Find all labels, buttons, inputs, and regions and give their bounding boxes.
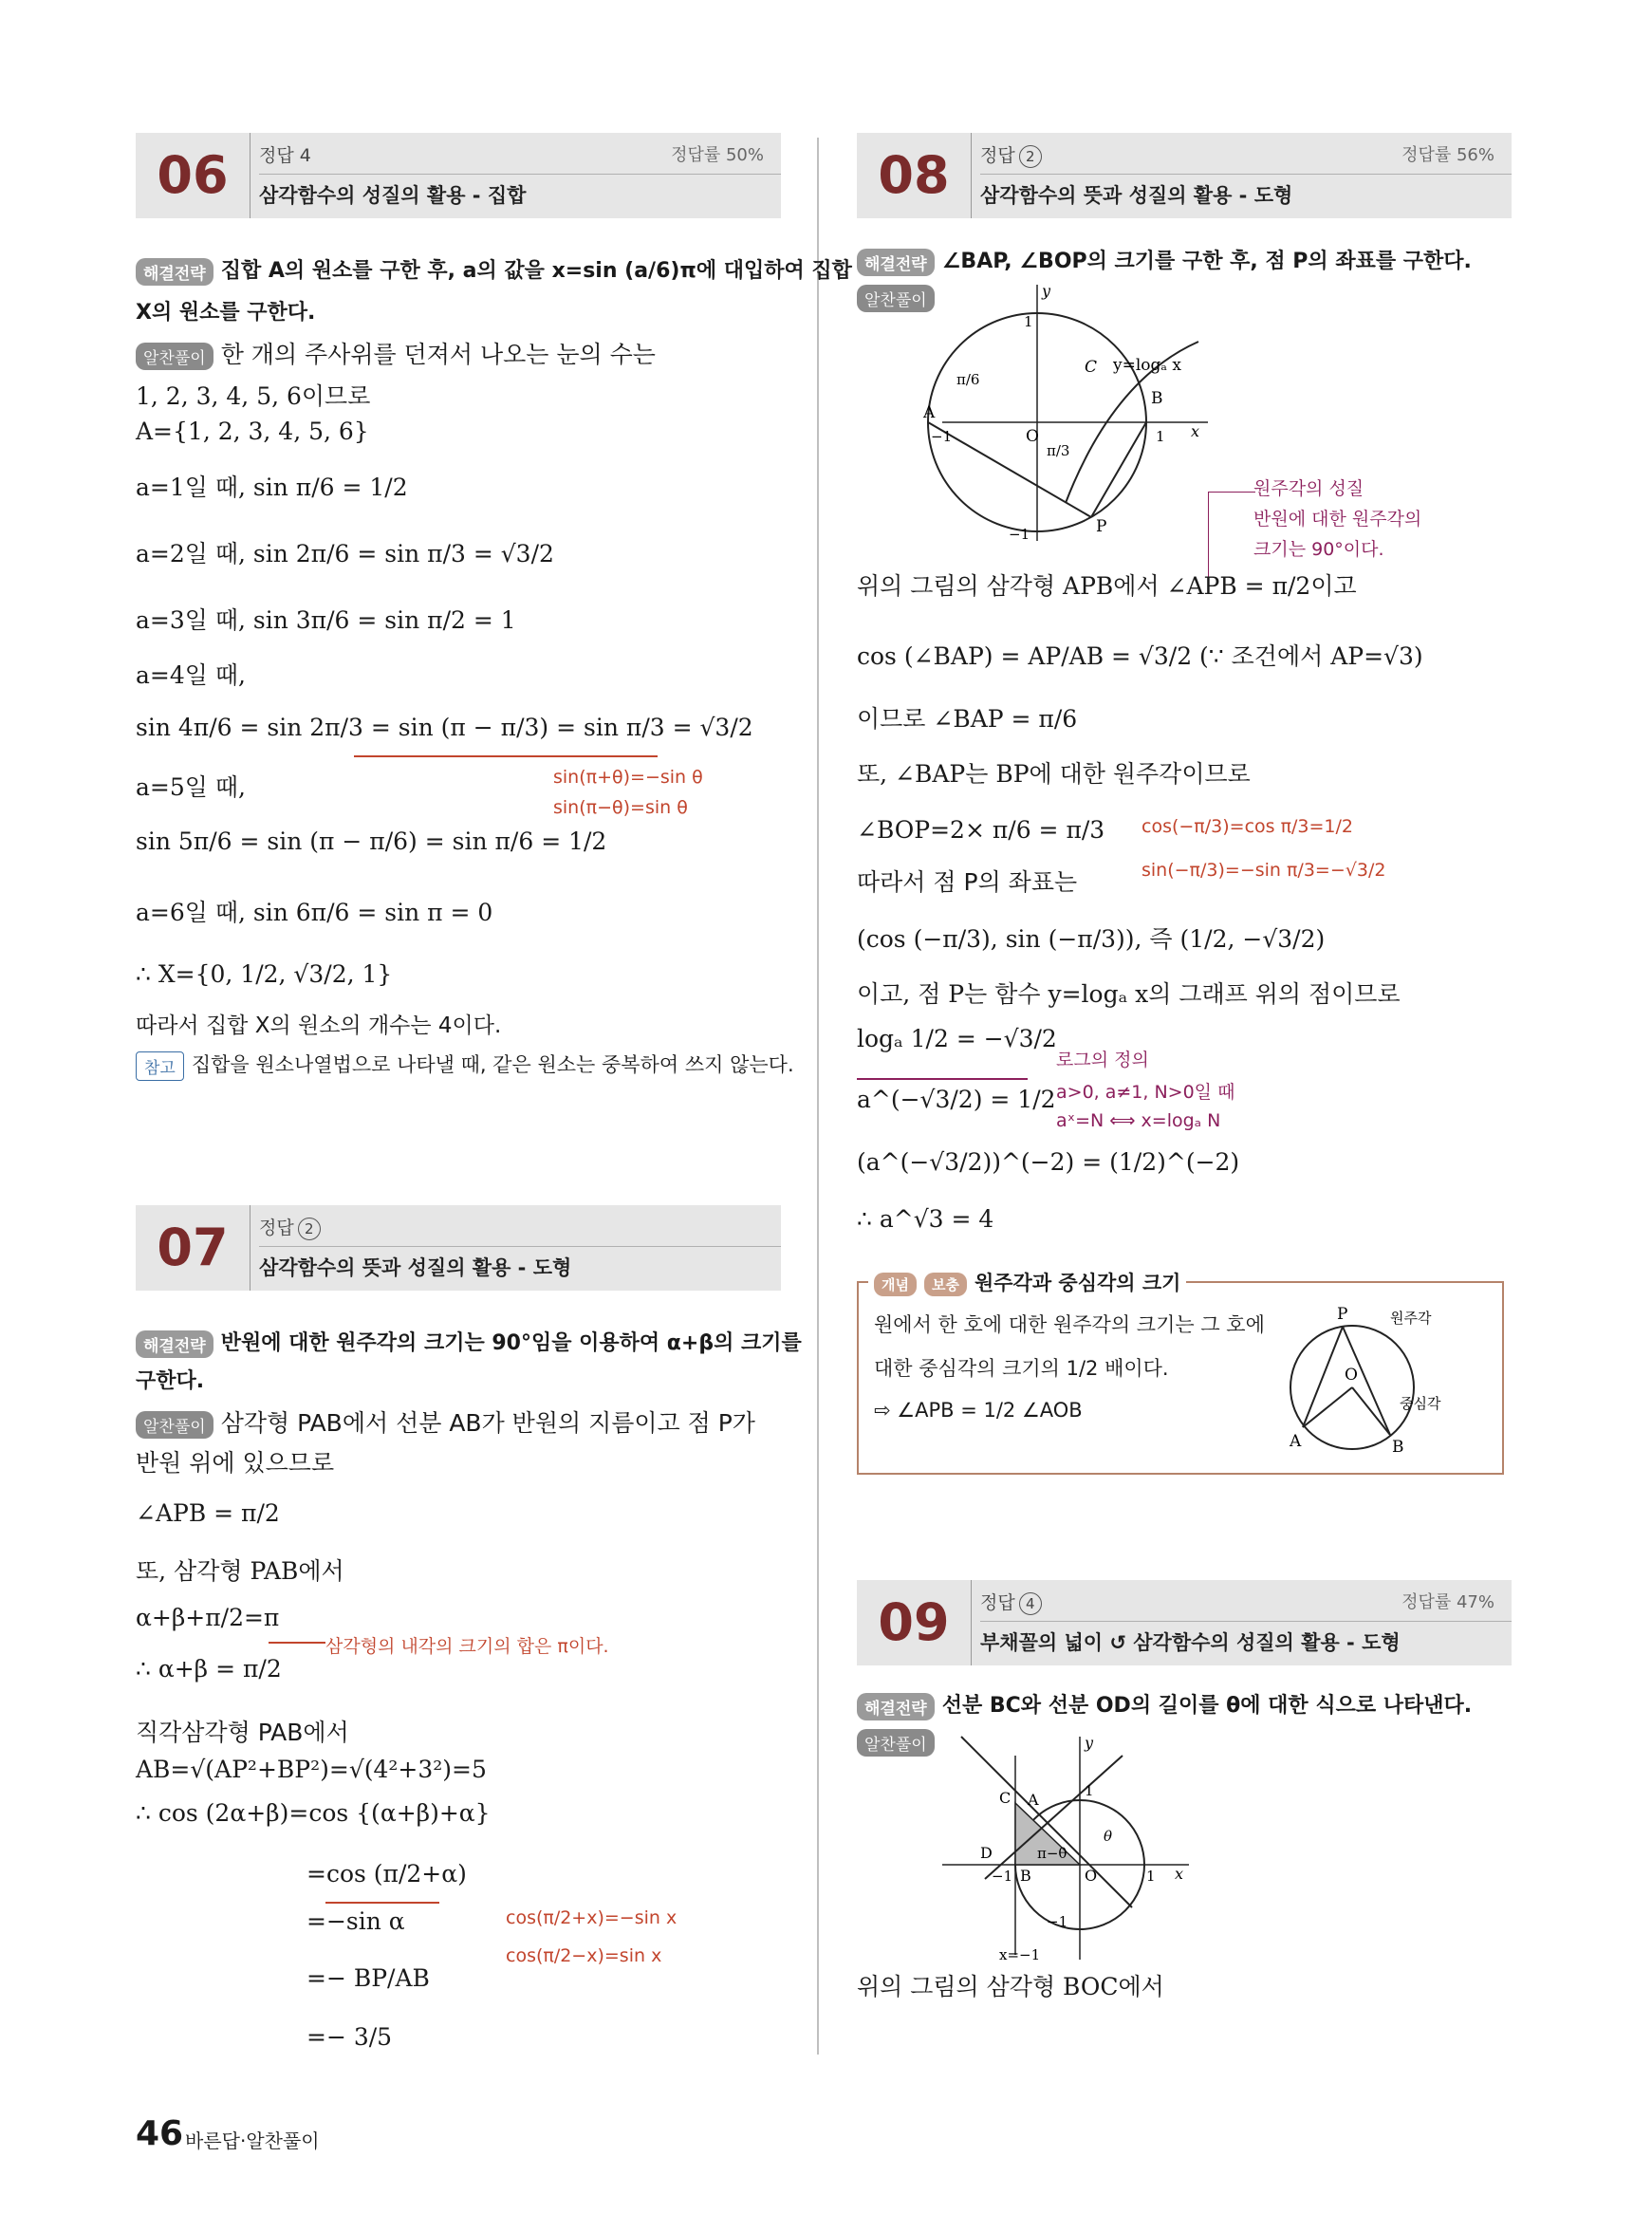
strategy-badge: 해결전략 [857,1693,935,1720]
solution-line: a=4일 때, [136,661,246,689]
concept-box [857,1272,1504,1475]
svg-text:B: B [1020,1867,1031,1885]
sector-graph [942,1734,1198,1964]
solution-line: 알찬풀이 삼각형 PAB에서 선분 AB가 반원의 지름이고 점 P가 [136,1404,755,1439]
answer-circle: 2 [298,1218,321,1240]
strategy-text-2: 구한다. [136,1369,205,1393]
side-note: 크기는 90°이다. [1253,539,1384,560]
svg-text:1: 1 [1146,1868,1156,1885]
reference-badge: 참고 [136,1051,184,1081]
point-A-label: A [923,403,936,422]
topic: 삼각함수의 뜻과 성질의 활용 - 도형 [980,184,1293,207]
svg-text:O: O [1345,1366,1358,1385]
y-axis-label: y [1042,282,1051,300]
side-note: a>0, a≠1, N>0일 때 [1056,1082,1235,1103]
side-note: 로그의 정의 [1056,1050,1149,1070]
svg-text:A: A [1028,1791,1039,1809]
svg-text:−1: −1 [1047,1913,1068,1930]
x-axis-label: x [1191,422,1200,440]
solution-line: a^(−√3/2) = 1/2 [857,1086,1056,1113]
page-number: 46 [136,2114,184,2153]
problem-number: 09 [878,1592,950,1652]
svg-text:x=−1: x=−1 [999,1946,1041,1963]
solution-line: logₐ 1/2 = −√3/2 [857,1025,1057,1052]
svg-text:−1: −1 [992,1868,1013,1885]
svg-text:C: C [999,1789,1012,1807]
solution-line: a=3일 때, sin 3π/6 = sin π/2 = 1 [136,606,516,634]
solution-badge-line [857,283,942,312]
svg-text:θ: θ [1104,1828,1113,1845]
tick-neg-1-x: −1 [931,428,953,445]
solution-line: 알찬풀이 한 개의 주사위를 던져서 나오는 눈의 수는 [136,336,656,370]
problem-number: 08 [878,145,950,205]
svg-text:B: B [1392,1438,1404,1457]
inscribed-angle-diagram [1267,1302,1494,1463]
answer-row [259,138,771,174]
solution-line: sin 4π/6 = sin 2π/3 = sin (π − π/3) = sin π/3 = √3/2 [136,714,753,741]
solution-line: ∴ X={0, 1/2, √3/2, 1} [136,960,393,988]
strategy-badge: 해결전략 [136,1330,213,1358]
solution-line: =− 3/5 [306,2023,393,2051]
solution-line: cos (∠BAP) = AP/AB = √3/2 (∵ 조건에서 AP=√3) [857,642,1423,670]
problem-number: 07 [157,1218,229,1277]
solution-line: 이고, 점 P는 함수 y=logₐ x의 그래프 위의 점이므로 [857,980,1401,1008]
answer-row [259,1210,771,1246]
solution-line: a=1일 때, sin π/6 = 1/2 [136,474,408,501]
solution-line: a=2일 때, sin 2π/6 = sin π/3 = √3/2 [136,540,554,567]
angle-pi6: π/6 [956,371,980,388]
solution-badge: 알찬풀이 [136,343,213,370]
solution-line: α+β+π/2=π [136,1604,280,1631]
solution-line: ∠BOP=2× π/6 = π/3 [857,816,1105,844]
problem-06-header [136,133,781,218]
solution-line: AB=√(AP²+BP²)=√(4²+3²)=5 [136,1756,487,1783]
strategy-line: 해결전략 선분 BC와 선분 OD의 길이를 θ에 대한 식으로 나타낸다. [857,1689,1472,1720]
curve-label: y=logₐ x [1113,356,1181,375]
answer: 정답 [980,1592,1015,1613]
svg-text:π−θ: π−θ [1037,1845,1067,1862]
strategy-line: 해결전략 반원에 대한 원주각의 크기는 90°임을 이용하여 α+β의 크기를 [136,1327,802,1358]
topic: 삼각함수의 뜻과 성질의 활용 - 도형 [259,1256,572,1279]
concept-text: 대한 중심각의 크기의 1/2 배이다. [874,1357,1169,1380]
problem-08-header [857,133,1512,218]
solution-line: a=6일 때, sin 6π/6 = sin π = 0 [136,899,493,926]
solution-badge: 알찬풀이 [857,285,935,312]
concept-title: 원주각과 중심각의 크기 [974,1272,1181,1294]
side-note: cos(−π/3)=cos π/3=1/2 [1142,816,1353,837]
problem-07-header [136,1205,781,1291]
solution-badge: 알찬풀이 [136,1411,213,1439]
solution-line: ∴ a^√3 = 4 [857,1205,994,1233]
concept-text: ⇨ ∠APB = 1/2 ∠AOB [874,1399,1083,1422]
answer: 정답 [259,1218,294,1238]
svg-text:중심각: 중심각 [1400,1395,1441,1412]
correct-rate: 정답률 56% [1401,145,1494,165]
tick-1-x: 1 [1156,428,1165,445]
solution-badge-line [857,1727,942,1757]
strategy-text: 집합 A의 원소를 구한 후, a의 값을 x=sin (a/6)π에 대입하여 집합 [220,259,852,283]
side-note: cos(π/2−x)=sin x [506,1945,662,1966]
solution-line: ∠APB = π/2 [136,1499,280,1527]
side-note: 반원에 대한 원주각의 [1253,509,1422,530]
svg-text:P: P [1337,1305,1348,1324]
tick-1: 1 [1024,313,1033,330]
solution-line: 또, 삼각형 PAB에서 [136,1557,344,1585]
supplement-badge: 보충 [924,1273,967,1296]
answer-row [980,1585,1502,1621]
concept-title-row [868,1268,1186,1296]
reference-line: 참고 집합을 원소나열법으로 나타낼 때, 같은 원소는 중복하여 쓰지 않는다. [136,1050,794,1081]
solution-line: 직각삼각형 PAB에서 [136,1719,349,1746]
svg-text:x: x [1175,1865,1184,1883]
strategy-badge: 해결전략 [136,258,213,286]
topic: 삼각함수의 성질의 활용 - 집합 [259,184,527,207]
strategy-line [136,254,852,286]
correct-rate: 정답률 50% [671,145,764,165]
solution-line: ∴ α+β = π/2 [136,1655,282,1683]
topic: 부채꼴의 넓이 ↺ 삼각함수의 성질의 활용 - 도형 [980,1631,1401,1654]
origin-label: O [1026,427,1039,446]
side-note: 삼각형의 내각의 크기의 합은 π이다. [325,1636,609,1657]
svg-text:A: A [1290,1432,1302,1451]
concept-badge: 개념 [874,1273,917,1296]
solution-line: 또, ∠BAP는 BP에 대한 원주각이므로 [857,760,1251,788]
solution-line: a=5일 때, [136,773,246,801]
solution-line: sin 5π/6 = sin (π − π/6) = sin π/6 = 1/2 [136,828,607,855]
svg-text:O: O [1085,1867,1098,1885]
strategy-line: 해결전략 ∠BAP, ∠BOP의 크기를 구한 후, 점 P의 좌표를 구한다. [857,245,1472,276]
side-note: sin(−π/3)=−sin π/3=−√3/2 [1142,860,1386,881]
concept-text: 원에서 한 호에 대한 원주각의 크기는 그 호에 [874,1313,1265,1336]
answer-circle: 4 [1019,1592,1042,1615]
svg-text:1: 1 [1085,1782,1094,1799]
note-leader [354,755,658,757]
answer-circle: 2 [1019,145,1042,168]
point-P-label: P [1096,517,1107,536]
solution-line: 위의 그림의 삼각형 BOC에서 [857,1973,1164,2000]
svg-text:y: y [1085,1734,1094,1752]
solution-line: ∴ cos (2α+β)=cos {(α+β)+α} [136,1799,491,1827]
tick-neg-1-y: −1 [1009,526,1030,543]
answer-row [980,138,1502,174]
point-C-label: C [1085,358,1098,377]
solution-line: 반원 위에 있으므로 [136,1449,335,1477]
column-divider [817,138,819,2055]
side-note: aˣ=N ⟺ x=logₐ N [1056,1110,1221,1131]
solution-line: 위의 그림의 삼각형 APB에서 ∠APB = π/2이고 [857,572,1357,600]
answer: 정답 [980,145,1015,166]
solution-line: =− BP/AB [306,1964,430,1992]
solution-line: =−sin α [306,1907,405,1935]
solution-line: =cos (π/2+α) [306,1860,467,1888]
answer: 정답 4 [259,145,311,166]
log-circle-graph [923,282,1208,543]
strategy-text-2: X의 원소를 구한다. [136,301,316,325]
angle-pi3: π/3 [1047,442,1070,459]
side-note: cos(π/2+x)=−sin x [506,1907,678,1928]
page-label: 바른답·알찬풀이 [185,2129,320,2152]
side-note: sin(π+θ)=−sin θ [553,767,703,788]
solution-badge: 알찬풀이 [857,1729,935,1757]
solution-line: 1, 2, 3, 4, 5, 6이므로 [136,382,371,410]
problem-09-header [857,1580,1512,1665]
solution-line: (cos (−π/3), sin (−π/3)), 즉 (1/2, −√3/2) [857,925,1326,953]
solution-line: 따라서 점 P의 좌표는 [857,868,1078,896]
solution-line: (a^(−√3/2))^(−2) = (1/2)^(−2) [857,1148,1240,1176]
strategy-badge: 해결전략 [857,249,935,276]
problem-number: 06 [157,145,229,205]
side-note: sin(π−θ)=sin θ [553,797,688,818]
side-note: 원주각의 성질 [1253,478,1364,499]
svg-text:D: D [980,1844,993,1862]
solution-line: 따라서 집합 X의 원소의 개수는 4이다. [136,1014,502,1038]
svg-text:원주각: 원주각 [1390,1310,1432,1327]
solution-line: A={1, 2, 3, 4, 5, 6} [136,418,369,445]
point-B-label: B [1151,389,1163,408]
correct-rate: 정답률 47% [1401,1592,1494,1612]
solution-line: 이므로 ∠BAP = π/6 [857,705,1078,733]
